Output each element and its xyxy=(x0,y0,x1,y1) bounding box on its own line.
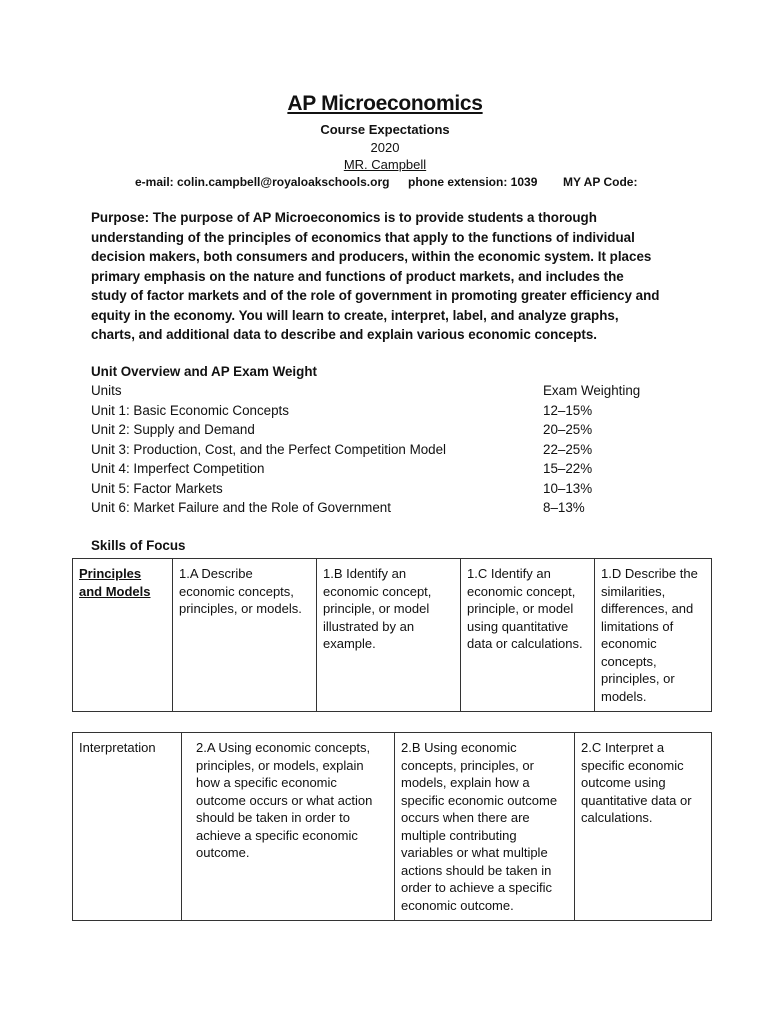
unit-row xyxy=(91,461,691,481)
purpose-line: understanding of the principles of economics that apply to the functions of individual xyxy=(91,229,635,245)
course-year: 2020 xyxy=(370,140,400,155)
purpose-paragraph xyxy=(91,208,691,345)
skill-cell-2a: 2.A Using economic concepts, principles, or models, explain how a specific economic outcome occurs or what action should be taken in order to achieve a specific economic outcome. xyxy=(182,733,395,921)
skill-cell-2c: 2.C Interpret a specific economic outcome using quantitative data or calculations. xyxy=(575,733,712,921)
page-title: AP Microeconomics xyxy=(287,92,483,115)
purpose-line: decision makers, both consumers and producers, within the economic system. It places xyxy=(91,249,652,264)
purpose-line: Purpose: The purpose of AP Microeconomics is to provide students a thorough xyxy=(91,210,597,225)
unit-weight: 8–13% xyxy=(543,500,585,515)
table-row xyxy=(73,559,712,712)
unit-row xyxy=(91,422,691,442)
skill-cell-1d: 1.D Describe the similarities, differences, and limitations of economic concepts, principles, or models. xyxy=(595,559,712,712)
page-subtitle: Course Expectations xyxy=(320,122,450,137)
unit-weight: 20–25% xyxy=(543,422,593,437)
skill-cell-1c: 1.C Identify an economic concept, principle, or model using quantitative data or calculations. xyxy=(461,559,595,712)
row-label-principles xyxy=(73,559,173,712)
unit-name: Unit 3: Production, Cost, and the Perfect Competition Model xyxy=(91,441,447,457)
unit-row xyxy=(91,442,691,462)
interpretation-skills-table xyxy=(72,732,712,921)
units-column-header: Units xyxy=(91,383,122,398)
teacher-name: MR. Campbell xyxy=(343,157,427,172)
skill-cell-1b: 1.B Identify an economic concept, principle, or model illustrated by an example. xyxy=(317,559,461,712)
unit-name: Unit 4: Imperfect Competition xyxy=(91,461,265,476)
principles-label: Principles and Models xyxy=(79,566,151,599)
principles-skills-table xyxy=(72,558,712,712)
purpose-line: primary emphasis on the nature and functions of product markets, and includes the xyxy=(91,268,624,284)
unit-weight: 15–22% xyxy=(543,461,593,476)
purpose-line: equity in the economy. You will learn to create, interpret, label, and analyze graphs, xyxy=(91,307,619,323)
unit-weight: 12–15% xyxy=(543,402,593,418)
unit-name: Unit 6: Market Failure and the Role of Government xyxy=(91,500,391,515)
skill-cell-2b: 2.B Using economic concepts, principles, or models, explain how a specific economic outcome occurs when there are multiple contributing variables or what multiple actions should be taken in order to achieve a specific economic outcome. xyxy=(395,733,575,921)
unit-row xyxy=(91,481,691,501)
purpose-line: study of factor markets and of the role of government in promoting greater efficiency and xyxy=(91,288,660,303)
unit-name: Unit 1: Basic Economic Concepts xyxy=(91,402,289,418)
ap-code-label: MY AP Code: xyxy=(563,175,638,189)
skill-cell-1a: 1.A Describe economic concepts, principles, or models. xyxy=(173,559,317,712)
unit-overview-heading: Unit Overview and AP Exam Weight xyxy=(91,364,317,379)
unit-header-row xyxy=(91,383,691,403)
row-label-interpretation: Interpretation xyxy=(73,733,182,921)
purpose-line: charts, and additional data to describe and explain various economic concepts. xyxy=(91,327,598,342)
unit-row xyxy=(91,403,691,423)
unit-weight: 22–25% xyxy=(543,441,593,457)
skills-heading: Skills of Focus xyxy=(91,538,186,553)
unit-row xyxy=(91,500,691,520)
email-text: e-mail: colin.campbell@royaloakschools.org xyxy=(135,175,390,189)
table-row xyxy=(73,733,712,921)
unit-name: Unit 5: Factor Markets xyxy=(91,480,223,496)
unit-name: Unit 2: Supply and Demand xyxy=(91,422,255,437)
weight-column-header: Exam Weighting xyxy=(543,383,641,398)
phone-text: phone extension: 1039 xyxy=(408,175,538,189)
unit-weight: 10–13% xyxy=(543,480,593,496)
